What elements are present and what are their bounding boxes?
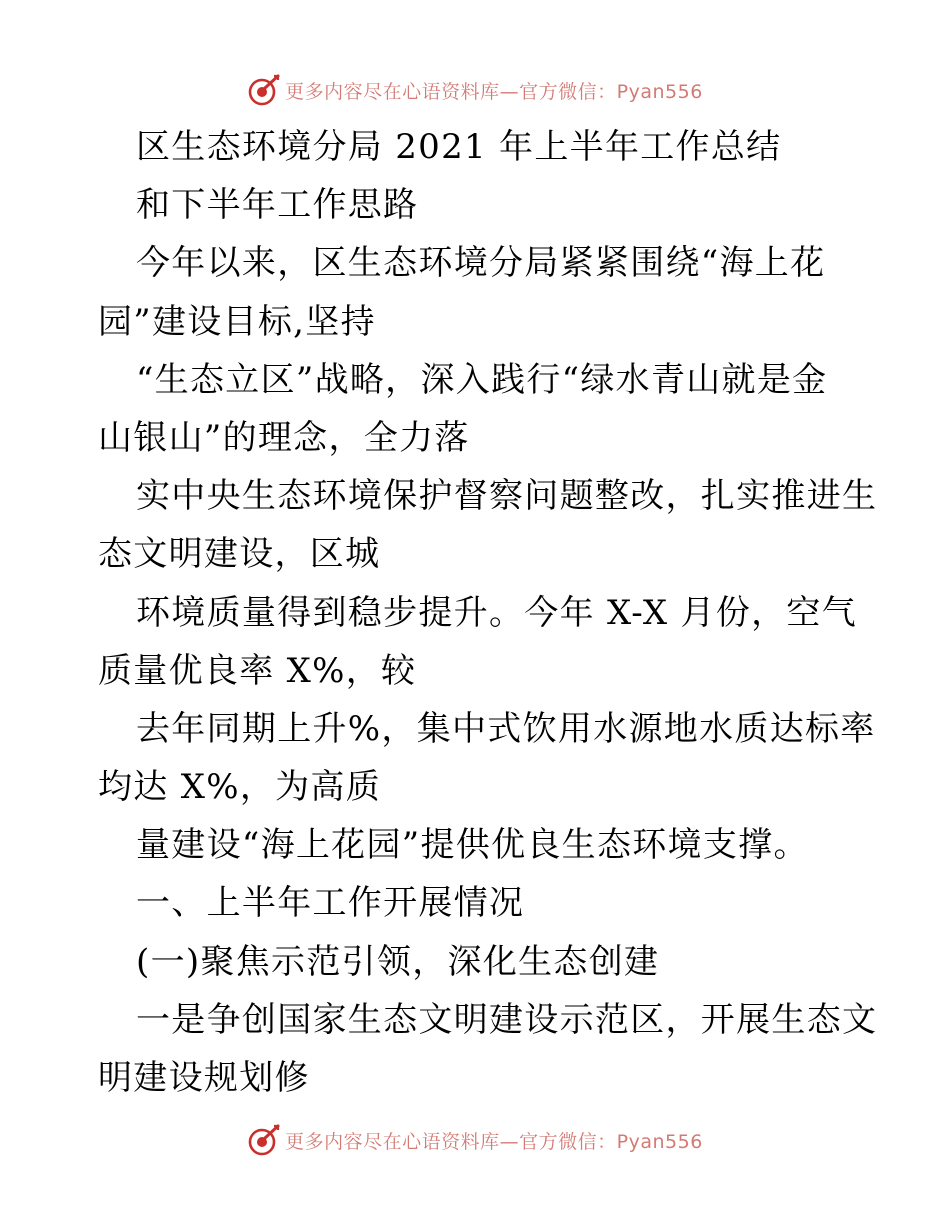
text-line: 实中央生态环境保护督察问题整改，扎实推进生 [136,476,878,517]
watermark-logo-icon [247,73,281,107]
text-line: 量建设“海上花园”提供优良生态环境支撑。 [136,825,809,866]
watermark-text: 更多内容尽在心语资料库—官方微信：Pyan556 [285,80,703,103]
text-line: 均达 X%，为高质 [98,767,382,808]
text-line: 质量优良率 X%，较 [98,650,417,691]
document-body [98,118,878,1107]
text-line: 一是争创国家生态文明建设示范区，开展生态文 [136,999,878,1040]
text-line: 园”建设目标,坚持 [98,301,376,342]
text-line: (一)聚焦示范引领，深化生态创建 [136,941,660,982]
text-line: 一、上半年工作开展情况 [136,883,525,924]
text-line: 区生态环境分局 2021 年上半年工作总结 [136,127,782,167]
text-line: 山银山”的理念，全力落 [98,417,470,458]
watermark-logo-icon [247,1123,281,1157]
text-line: “生态立区”战略，深入践行“绿水青山就是金 [136,359,828,400]
watermark-header [0,70,950,110]
text-line: 环境质量得到稳步提升。今年 X-X 月份，空气 [136,592,857,633]
text-line: 态文明建设，区城 [98,534,381,575]
watermark-footer [0,1120,950,1160]
text-line: 明建设规划修 [98,1058,310,1098]
watermark-text: 更多内容尽在心语资料库—官方微信：Pyan556 [285,1130,703,1153]
text-line: 今年以来，区生态环境分局紧紧围绕“海上花 [136,243,826,284]
text-line: 和下半年工作思路 [136,185,419,226]
text-line: 去年同期上升%，集中式饮用水源地水质达标率 [136,708,876,749]
